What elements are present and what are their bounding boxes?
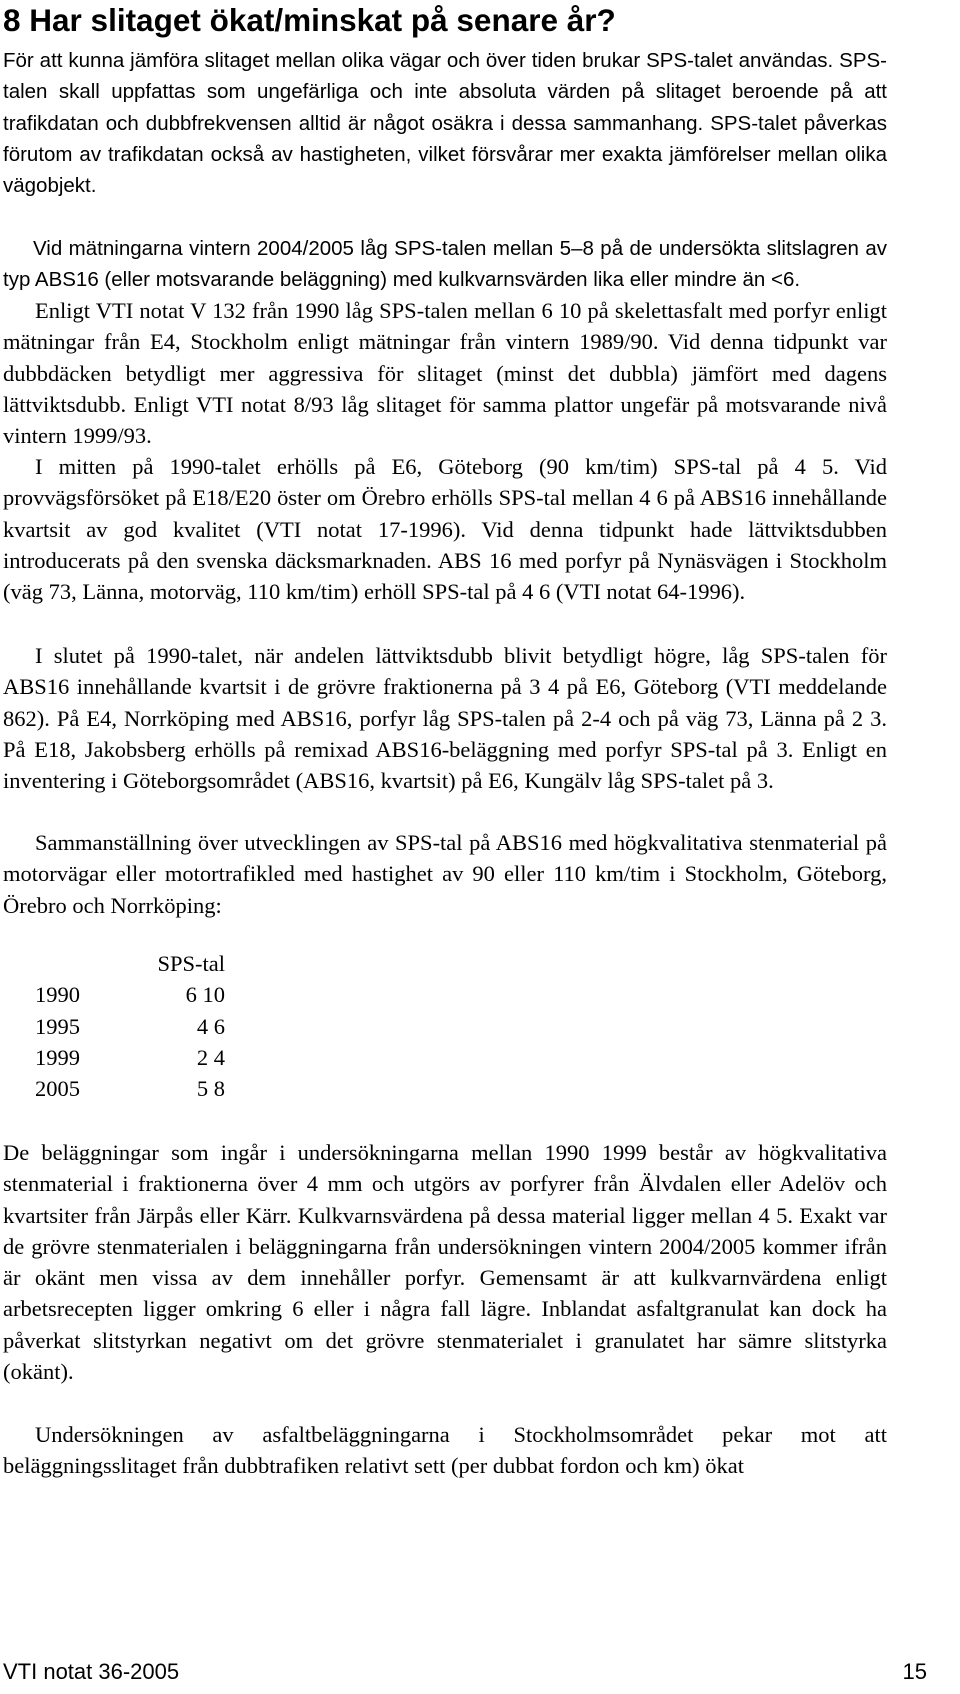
sps-table [35, 948, 225, 1104]
table-row [35, 979, 225, 1010]
table-cell-sps: 5 8 [196, 1076, 225, 1102]
paragraph-mid-1990s: I mitten på 1990-talet erhölls på E6, Göteborg (90 km/tim) SPS-tal på 4 5. Vid provvägsförsöket på E18/E20 öster om Örebro erhölls SPS-tal mellan 4 6 på ABS16 innehållande kvartsit av god kvalitet (VTI notat 17-1996). Vid denna tidpunkt hade lättviktsdubben introducerats på den svenska däcksmarknaden. ABS 16 med porfyr på Nynäsvägen i Stockholm (väg 73, Länna, motorväg, 110 km/tim) erhöll SPS-tal på 4 6 (VTI notat 64-1996). [3, 454, 887, 605]
table-row [35, 1011, 225, 1042]
table-row [35, 1042, 225, 1073]
paragraph-stockholm: Undersökningen av asfaltbeläggningarna i Stockholmsområdet pekar mot att beläggningsslitaget från dubbtrafiken relativt sett (per dubbat fordon och km) ökat [3, 1422, 887, 1479]
table-cell-sps: 4 6 [196, 1013, 225, 1039]
table-header-row [35, 948, 225, 979]
paragraph-materials: De beläggningar som ingår i undersökningarna mellan 1990 1999 består av högkvalitativa stenmaterial i fraktionerna över 4 mm och utgörs av porfyrer från Älvdalen eller Adelöv och kvartsiter från Järpås eller Kärr. Kulkvarnsvärdena på dessa material ligger mellan 4 5. Exakt var de grövre stenmaterialen i beläggningarna från undersökningen vintern 2004/2005 kommer ifrån är okänt men vissa av dem innehåller porfyr. Gemensamt är att kulkvarnvärdena enligt arbetsrecepten ligger omkring 6 eller i några fall lägre. Inblandat asfaltgranulat kan dock ha påverkat slitstyrkan negativt om det grövre stenmaterialet i granulatet har sämre slitstyrka (okänt). [3, 1140, 887, 1385]
table-cell-sps: 2 4 [196, 1044, 225, 1070]
paragraph-1990: Enligt VTI notat V 132 från 1990 låg SPS-talen mellan 6 10 på skelettasfalt med porfyr enligt mätningar från E4, Stockholm enligt mätningar från vintern 1989/90. Vid denna tidpunkt var dubbdäcken betydligt mer aggressiva för slitaget (minst det dubbla) jämfört med dagens lättviktsdubb. Enligt VTI notat 8/93 låg slitaget för samma plattor ungefär på motsvarande nivå vintern 1999/93. [3, 298, 887, 449]
table-cell-year: 1990 [35, 982, 80, 1008]
table-cell-year: 2005 [35, 1076, 80, 1102]
footer-report-id: VTI notat 36-2005 [3, 1659, 180, 1684]
paragraph-intro: För att kunna jämföra slitaget mellan olika vägar och över tiden brukar SPS-talet användas. SPS-talen skall uppfattas som ungefärliga och inte absoluta värden på slitaget beroende på att trafikdatan och dubbfrekvensen alltid är något osäkra i dessa sammanhang. SPS-talet påverkas förutom av trafikdatan också av hastigheten, vilket försvårar mer exakta jämförelser mellan olika vägobjekt. [3, 49, 887, 198]
paragraph-late-1990s: I slutet på 1990-talet, när andelen lättviktsdubb blivit betydligt högre, låg SPS-talen för ABS16 innehållande kvartsit i de grövre fraktionerna på 3 4 på E6, Göteborg (VTI meddelande 862). På E4, Norrköping med ABS16, porfyr låg SPS-talen på 2-4 och på väg 73, Länna på 2 3. På E18, Jakobsberg erhölls på remixad ABS16-beläggning med porfyr SPS-tal på 3. Enligt en inventering i Göteborgsområdet (ABS16, kvartsit) på E6, Kungälv låg SPS-talet på 3. [3, 643, 887, 794]
table-header-sps: SPS-tal [157, 951, 225, 976]
table-cell-year: 1995 [35, 1013, 80, 1039]
table-row [35, 1073, 225, 1104]
paragraph-summary-intro: Sammanställning över utvecklingen av SPS-tal på ABS16 med högkvalitativa stenmaterial på motorvägar eller motortrafikled med hastighet av 90 eller 110 km/tim i Stockholm, Göteborg, Örebro och Norrköping: [3, 830, 887, 918]
table-cell-sps: 6 10 [185, 982, 225, 1008]
table-cell-year: 1999 [35, 1044, 80, 1070]
section-heading: 8 Har slitaget ökat/minskat på senare år? [3, 2, 616, 38]
footer-page-number: 15 [902, 1659, 927, 1684]
paragraph-2004-2005: Vid mätningarna vintern 2004/2005 låg SPS-talen mellan 5–8 på de undersökta slitslagren av typ ABS16 (eller motsvarande beläggning) med kulkvarnsvärden lika eller mindre än <6. [3, 237, 887, 292]
